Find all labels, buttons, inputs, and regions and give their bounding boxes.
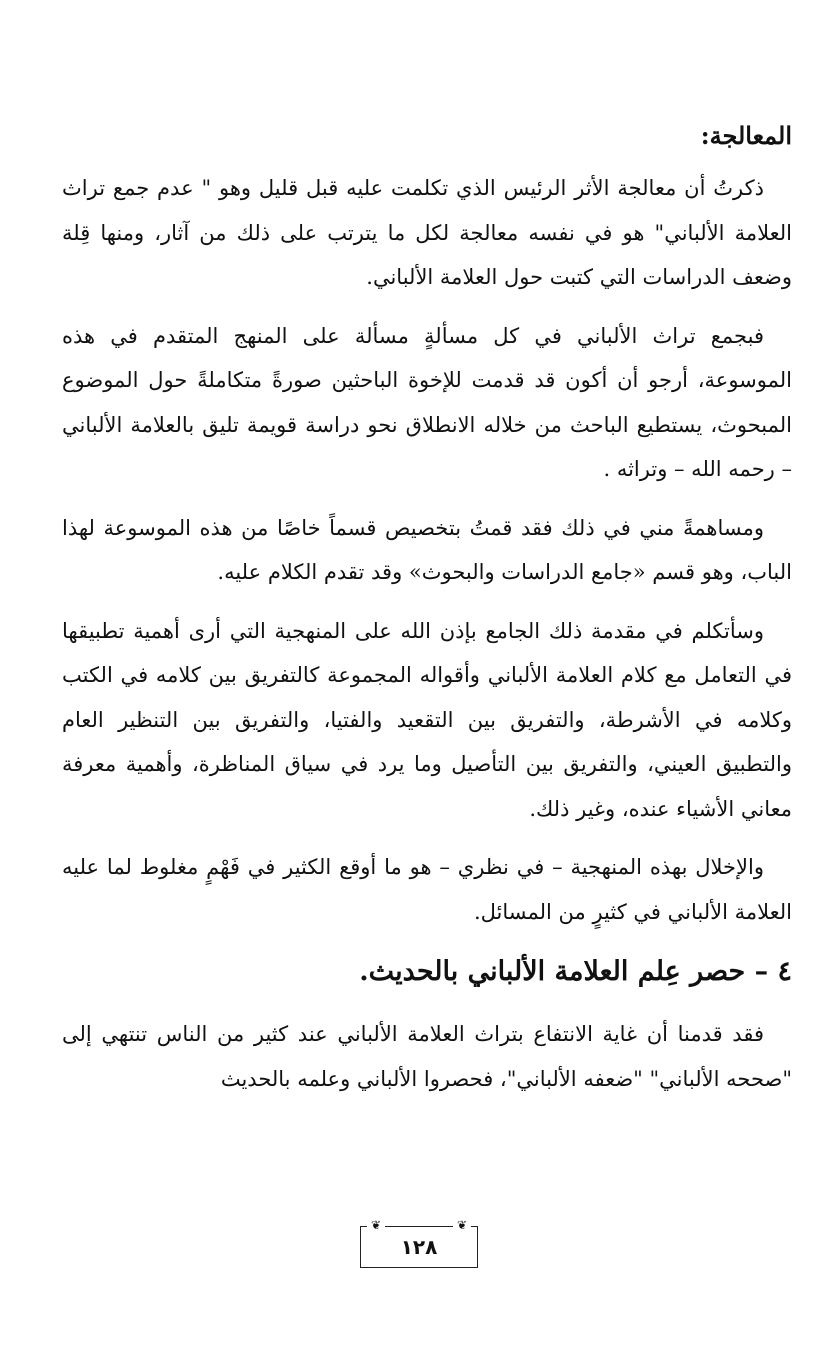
ornament-left-icon: ❦ <box>367 1218 385 1232</box>
paragraph-2: فبجمع تراث الألباني في كل مسألةٍ مسألة على المنهج المتقدم في هذه الموسوعة، أرجو أن أكون قد قدمت للإخوة الباحثين صورةً متكاملةً حول الموضوع المبحوث، يستطيع الباحث من خلاله الانطلاق نحو دراسة قويمة تليق بالعلامة الألباني – رحمه الله – وتراثه . <box>62 323 792 481</box>
page-number-frame <box>360 1218 478 1268</box>
page-number: ١٢٨ <box>400 1235 438 1259</box>
paragraph-6: فقد قدمنا أن غاية الانتفاع بتراث العلامة الألباني عند كثير من الناس تنتهي إلى "صححه الألباني" "ضعفه الألباني"، فحصروا الألباني وعلمه بالحديث <box>62 1022 792 1091</box>
paragraph-3: ومساهمةً مني في ذلك فقد قمتُ بتخصيص قسماً خاصًا من هذه الموسوعة لهذا الباب، وهو قسم «جامع الدراسات والبحوث» وقد تقدم الكلام عليه. <box>62 515 792 584</box>
text-column <box>62 118 792 1115</box>
paragraph-1: ذكرتُ أن معالجة الأثر الرئيس الذي تكلمت عليه قبل قليل وهو " عدم جمع تراث العلامة الألباني" هو في نفسه معالجة لكل ما يترتب على ذلك من آثار، ومنها قِلة وضعف الدراسات التي كتبت حول العلامة الألباني. <box>62 176 792 289</box>
section-heading-4: ٤ – حصر عِلم العلامة الألباني بالحديث. <box>359 956 792 987</box>
section-label-treatment: المعالجة: <box>700 121 792 150</box>
page-footer <box>0 1218 838 1268</box>
ornament-right-icon: ❦ <box>453 1218 471 1232</box>
paragraph-5: والإخلال بهذه المنهجية – في نظري – هو ما أوقع الكثير في فَهْمٍ مغلوط لما عليه العلامة الألباني في كثيرٍ من المسائل. <box>62 855 792 924</box>
paragraph-4: وسأتكلم في مقدمة ذلك الجامع بإذن الله على المنهجية التي أرى أهمية تطبيقها في التعامل مع كلام العلامة الألباني وأقواله المجموعة كالتفريق بين كلامه في الكتب وكلامه في الأشرطة، والتفريق بين التقعيد والفتيا، والتفريق بين التنظير العام والتطبيق العيني، والتفريق بين التأصيل وما يرد في سياق المناظرة، وأهمية معرفة معاني الأشياء عنده، وغير ذلك. <box>62 618 792 821</box>
